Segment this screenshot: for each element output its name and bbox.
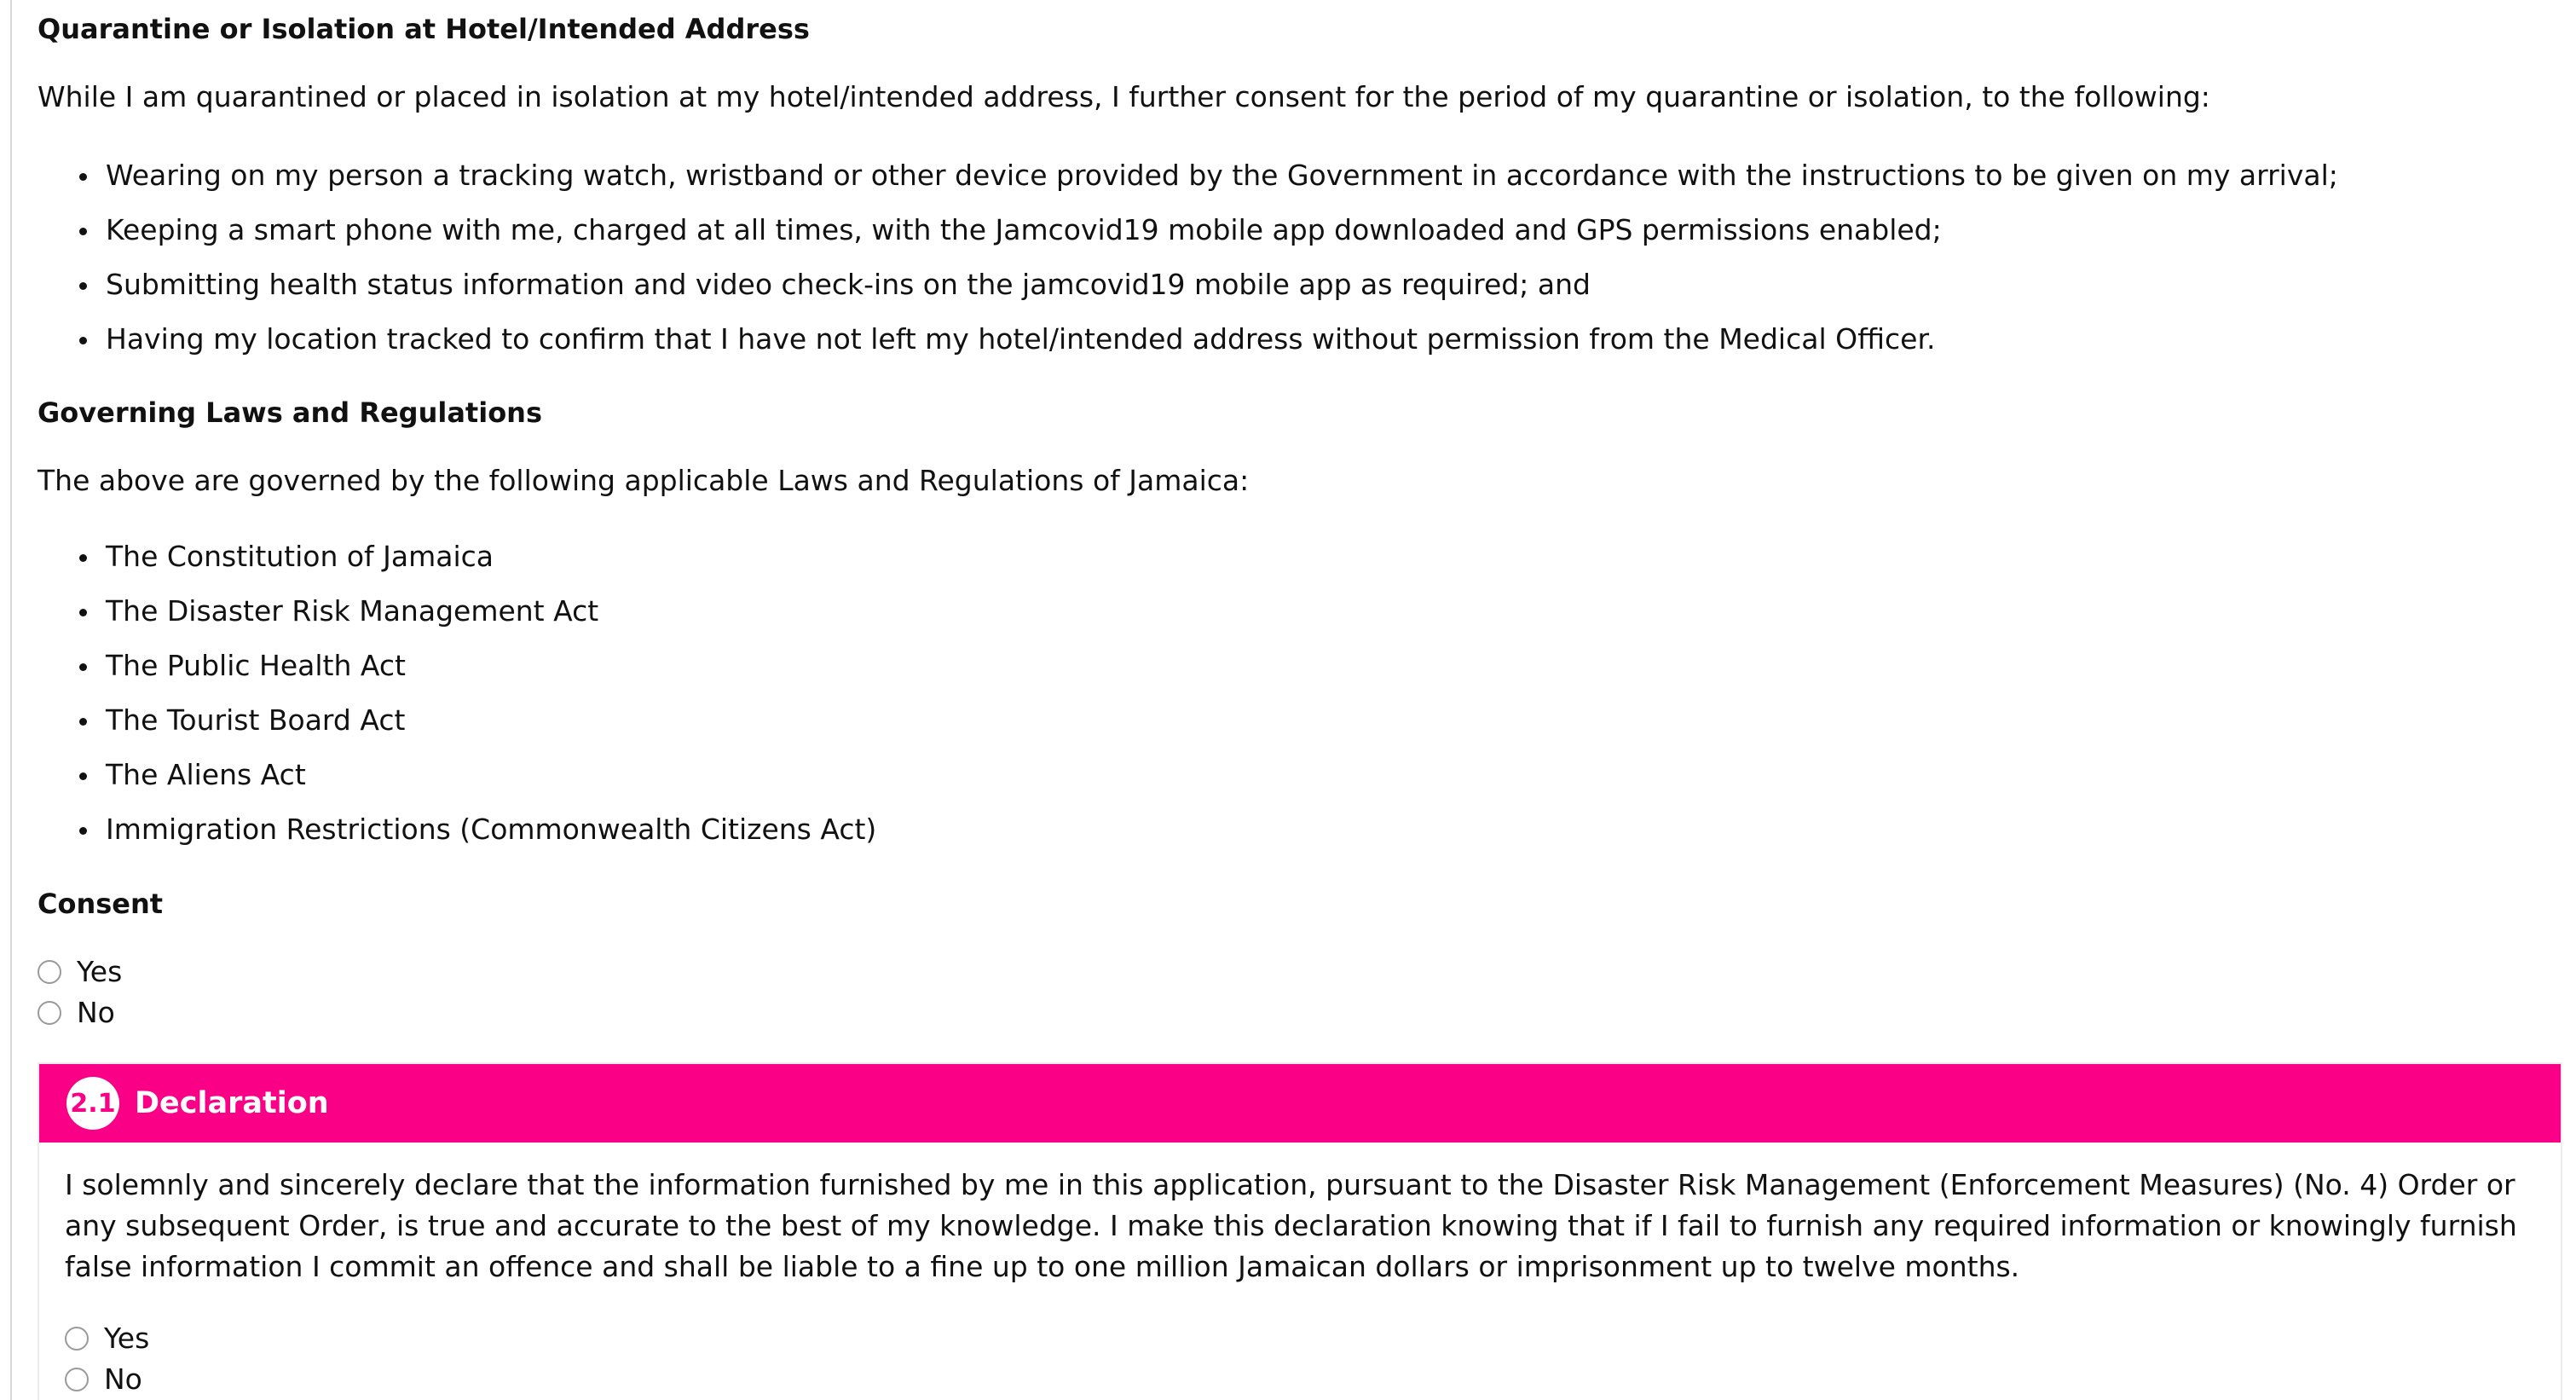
declaration-text: I solemnly and sincerely declare that the information furnished by me in this application, pursuant to the Disaster Risk Management (Enforcement Measures) (No. 4) Order or any subsequent Order, is true and accurate to the best of my knowledge. I make this declaration knowing that if I fail to furnish any required information or knowingly furnish false information I commit an offence and shall be liable to a fine up to one million Jamaican dollars or imprisonment up to twelve months. xyxy=(65,1168,2517,1283)
list-item: The Public Health Act xyxy=(38,639,876,693)
declaration-yes-radio[interactable] xyxy=(65,1327,89,1351)
declaration-header xyxy=(39,1064,2561,1143)
quarantine-list xyxy=(38,148,2338,367)
list-item: Wearing on my person a tracking watch, wristband or other device provided by the Government in accordance with the instructions to be given on my arrival; xyxy=(38,148,2338,203)
list-item: Submitting health status information and video check-ins on the jamcovid19 mobile app as required; and xyxy=(38,257,2338,312)
section-number-badge: 2.1 xyxy=(66,1077,119,1130)
list-item: Immigration Restrictions (Commonwealth Citizens Act) xyxy=(38,802,876,857)
governing-intro: The above are governed by the following applicable Laws and Regulations of Jamaica: xyxy=(38,464,1250,497)
consent-no-radio[interactable] xyxy=(38,1001,61,1025)
list-item: The Constitution of Jamaica xyxy=(38,529,876,584)
list-item: The Tourist Board Act xyxy=(38,693,876,748)
list-item: The Aliens Act xyxy=(38,748,876,802)
governing-laws-list xyxy=(38,529,876,857)
consent-heading: Consent xyxy=(38,888,164,920)
consent-yes-option[interactable] xyxy=(38,953,122,991)
consent-yes-label: Yes xyxy=(77,955,123,988)
declaration-yes-option[interactable] xyxy=(65,1320,149,1357)
quarantine-intro: While I am quarantined or placed in isolation at my hotel/intended address, I further consent for the period of my quarantine or isolation, to the following: xyxy=(38,80,2210,113)
declaration-no-option[interactable] xyxy=(65,1361,142,1398)
list-item: Having my location tracked to confirm that I have not left my hotel/intended address without permission from the Medical Officer. xyxy=(38,312,2338,367)
content-left-border xyxy=(10,0,12,1400)
declaration-no-label: No xyxy=(104,1362,142,1396)
list-item: Keeping a smart phone with me, charged at all times, with the Jamcovid19 mobile app downloaded and GPS permissions enabled; xyxy=(38,203,2338,257)
declaration-title: Declaration xyxy=(135,1086,329,1120)
quarantine-heading: Quarantine or Isolation at Hotel/Intended Address xyxy=(38,13,810,45)
list-item: The Disaster Risk Management Act xyxy=(38,584,876,639)
governing-heading: Governing Laws and Regulations xyxy=(38,396,542,429)
consent-no-label: No xyxy=(77,996,115,1029)
consent-yes-radio[interactable] xyxy=(38,960,61,984)
declaration-no-radio[interactable] xyxy=(65,1368,89,1391)
declaration-section xyxy=(38,1062,2562,1400)
consent-no-option[interactable] xyxy=(38,994,115,1032)
declaration-yes-label: Yes xyxy=(104,1322,150,1355)
